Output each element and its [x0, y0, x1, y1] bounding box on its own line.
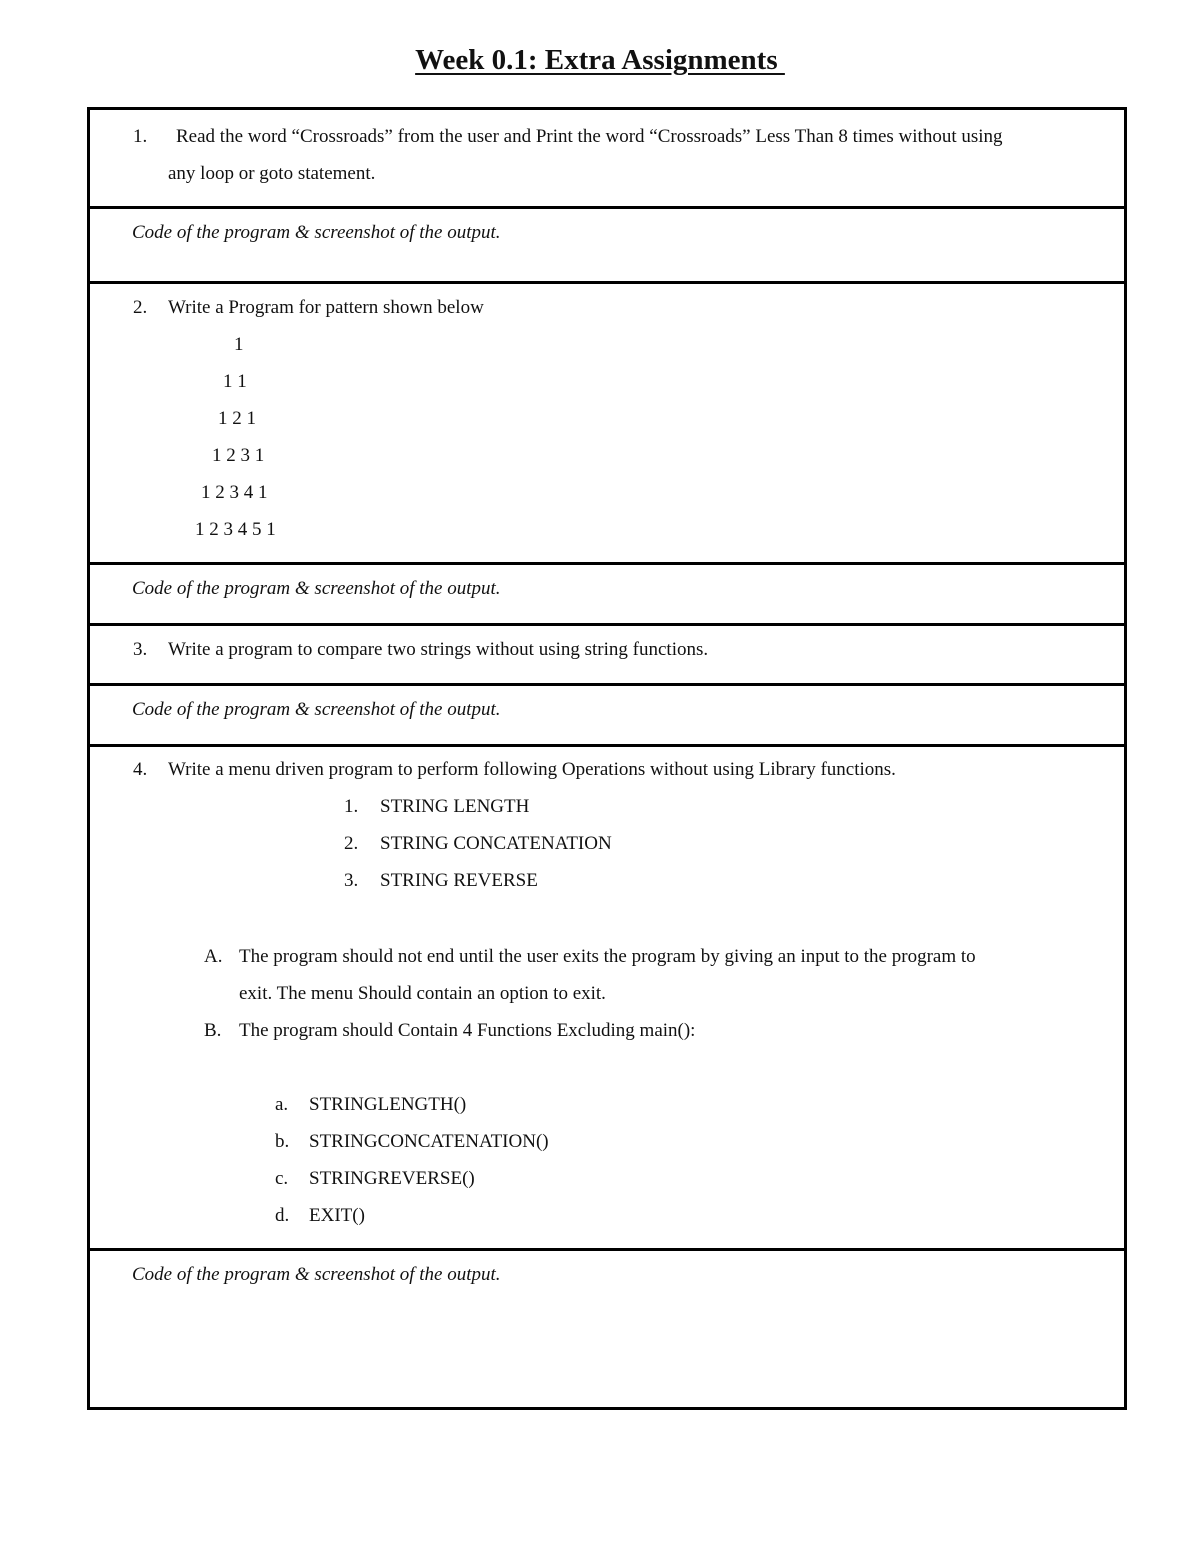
pattern-line-1: 1 — [234, 334, 244, 355]
answer-1-prompt: Code of the program & screenshot of the output. — [132, 222, 501, 243]
function-d-letter: d. — [275, 1205, 290, 1226]
note-a-line1: The program should not end until the user exits the program by giving an input to the program to — [239, 946, 976, 967]
function-c-label: STRINGREVERSE() — [309, 1168, 475, 1189]
answer-3-row — [90, 686, 1124, 747]
answer-1-row — [90, 209, 1124, 284]
answer-4-prompt: Code of the program & screenshot of the output. — [132, 1264, 501, 1285]
question-1-row — [90, 110, 1124, 209]
answer-2-prompt: Code of the program & screenshot of the output. — [132, 578, 501, 599]
question-2-text: Write a Program for pattern shown below — [168, 297, 484, 318]
function-a-label: STRINGLENGTH() — [309, 1094, 467, 1115]
operation-3-number: 3. — [344, 870, 359, 891]
pattern-line-4: 1 2 3 1 — [212, 445, 265, 466]
function-a-letter: a. — [275, 1094, 289, 1115]
answer-3-prompt: Code of the program & screenshot of the output. — [132, 699, 501, 720]
function-c-letter: c. — [275, 1168, 289, 1189]
question-1-number: 1. — [133, 126, 148, 147]
operation-3-label: STRING REVERSE — [380, 870, 538, 891]
operation-2-number: 2. — [344, 833, 359, 854]
note-a-letter: A. — [204, 946, 223, 967]
note-b-line1: The program should Contain 4 Functions Excluding main(): — [239, 1020, 696, 1041]
pattern-line-5: 1 2 3 4 1 — [201, 482, 268, 503]
question-4-text: Write a menu driven program to perform following Operations without using Library functions. — [168, 759, 896, 780]
note-b-letter: B. — [204, 1020, 222, 1041]
assignment-table — [87, 107, 1127, 1410]
answer-2-row — [90, 565, 1124, 626]
operation-2-label: STRING CONCATENATION — [380, 833, 612, 854]
function-d-label: EXIT() — [309, 1205, 365, 1226]
pattern-line-3: 1 2 1 — [218, 408, 256, 429]
operation-1-label: STRING LENGTH — [380, 796, 530, 817]
pattern-line-2: 1 1 — [223, 371, 247, 392]
question-4-row — [90, 747, 1124, 1251]
operation-1-number: 1. — [344, 796, 359, 817]
question-3-row — [90, 626, 1124, 686]
function-b-letter: b. — [275, 1131, 290, 1152]
question-4-number: 4. — [133, 759, 148, 780]
answer-4-row — [90, 1251, 1124, 1407]
question-3-text: Write a program to compare two strings without using string functions. — [168, 639, 709, 660]
question-2-number: 2. — [133, 297, 148, 318]
question-3-number: 3. — [133, 639, 148, 660]
note-a-line2: exit. The menu Should contain an option to exit. — [239, 983, 606, 1004]
question-1-text-line1: Read the word “Crossroads” from the user and Print the word “Crossroads” Less Than 8 times without using — [176, 126, 1003, 147]
pattern-line-6: 1 2 3 4 5 1 — [195, 519, 276, 540]
function-b-label: STRINGCONCATENATION() — [309, 1131, 549, 1152]
page-title: Week 0.1: Extra Assignments — [415, 44, 785, 76]
question-2-row — [90, 284, 1124, 565]
question-1-text-line2: any loop or goto statement. — [168, 163, 376, 184]
